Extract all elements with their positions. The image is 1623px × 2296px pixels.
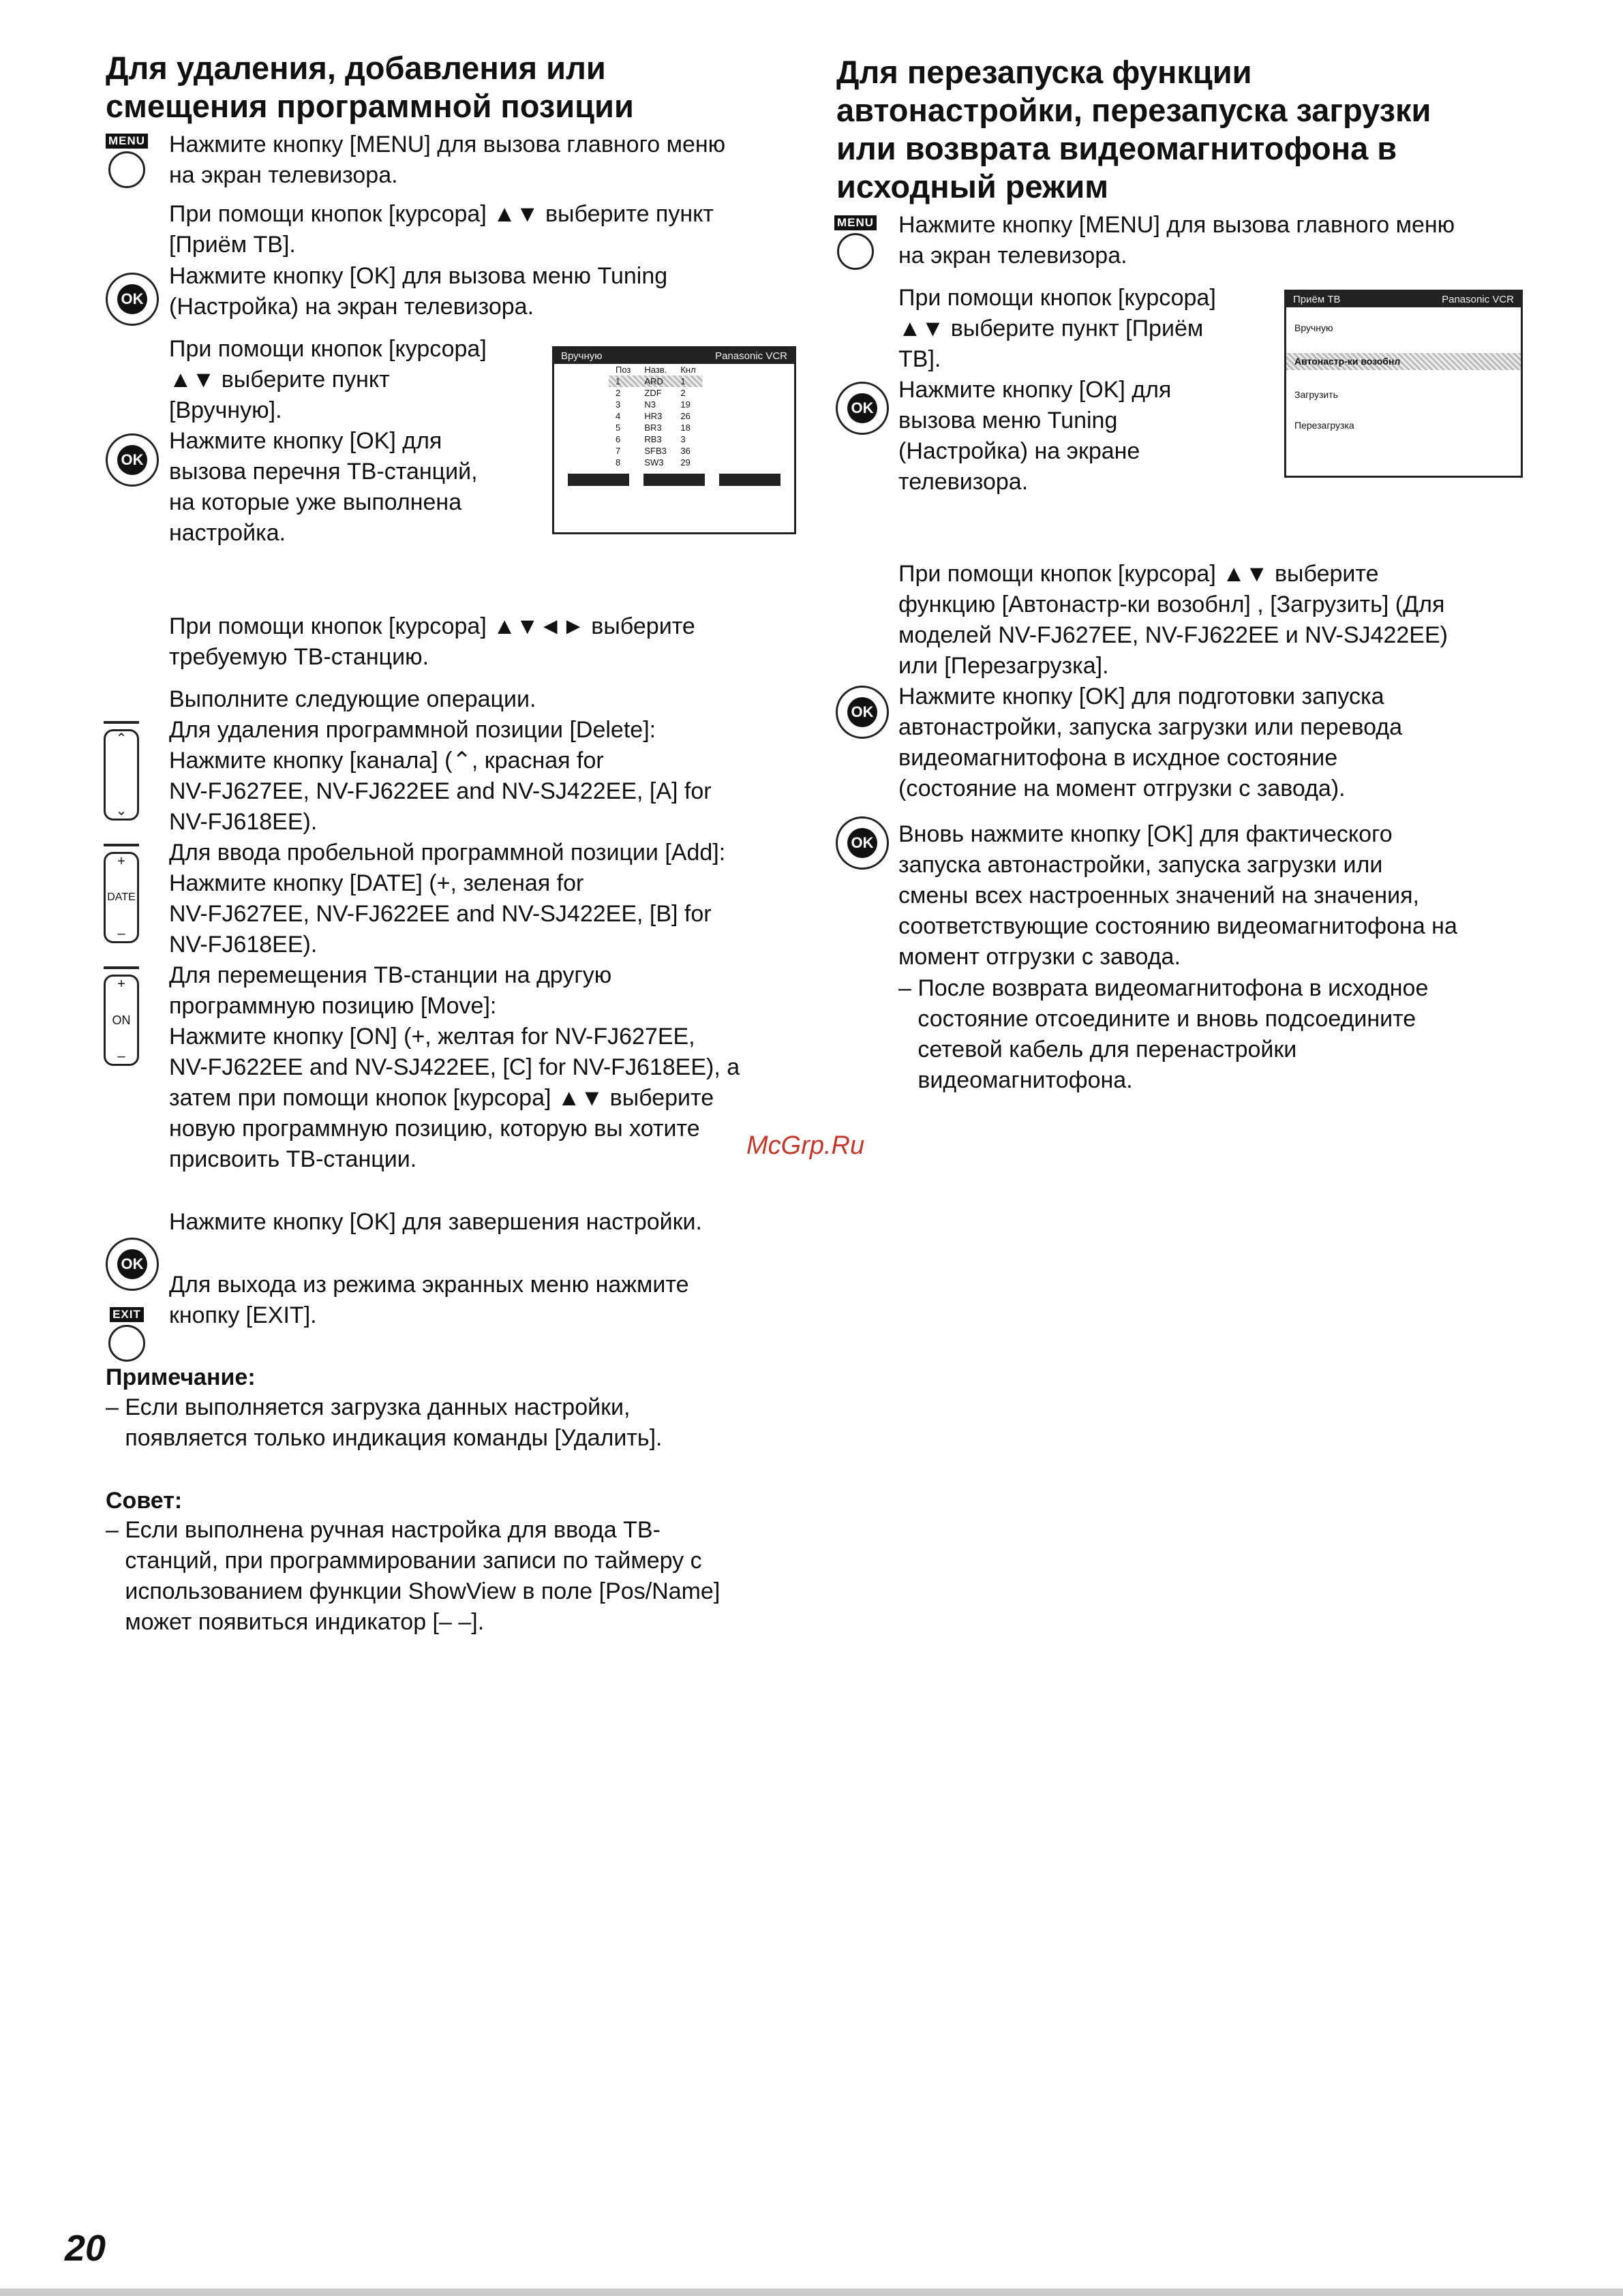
left-step-5: Нажмите кнопку [OK] для вызова перечня ТВ-станций, на которые уже выполнена настройка. [169, 428, 478, 546]
ok-button-icon: OK [836, 816, 889, 870]
left-step-add: Для ввода пробельной программной позиции [Add]: Нажмите кнопку [DATE] (+, зеленая for NV-FJ627EE, NV-FJ622EE and NV-SJ422EE, [B] for NV-FJ618EE). [169, 840, 726, 958]
left-step-6: При помощи кнопок [курсора] ▲▼◄► выберите требуемую ТВ-станцию. [169, 613, 695, 670]
right-note: – После возврата видеомагнитофона в исходное состояние отсоедините и вновь подсоедините сетевой кабель для перенастройки видеомагнитофона. [898, 975, 1429, 1093]
note-text: – Если выполняется загрузка данных настройки, появляется только индикация команды [Удалить]. [106, 1394, 663, 1451]
table-row: 3 N3 19 [616, 399, 691, 410]
table-row: 5 BR3 18 [616, 423, 691, 433]
left-heading: Для удаления, добавления или смещения программной позиции [106, 50, 634, 124]
left-step-1: Нажмите кнопку [MENU] для вызова главного меню на экран телевизора. [169, 132, 726, 188]
menu-button-icon: MENU [834, 215, 877, 270]
menu-item: Вручную [1294, 322, 1333, 333]
left-step-delete: Для удаления программной позиции [Delete]: Нажмите кнопку [канала] (⌃, красная for NV-FJ627EE, NV-FJ622EE and NV-SJ422EE, [A] for NV-FJ618EE). [169, 717, 712, 835]
right-step-1: Нажмите кнопку [MENU] для вызова главного меню на экран телевизора. [898, 212, 1455, 269]
table-row: 4 HR3 26 [616, 411, 691, 421]
bottom-edge [0, 2289, 1623, 2296]
left-step-exit: Для выхода из режима экранных меню нажмите кнопку [EXIT]. [169, 1272, 689, 1328]
right-step-2: При помощи кнопок [курсора] ▲▼ выберите пункт [Приём ТВ]. [898, 285, 1216, 372]
ok-button-icon: OK [106, 1238, 159, 1291]
left-step-4: При помощи кнопок [курсора] ▲▼ выберите пункт [Вручную]. [169, 336, 487, 423]
ok-button-icon: OK [106, 433, 159, 487]
tv-reception-screen: Приём ТВ Panasonic VCR Вручную Автонастр-ки возобнл Загрузить Перезагрузка [1284, 290, 1523, 478]
table-row: 6 RB3 3 [616, 434, 686, 444]
tuning-manual-screen: Вручную Panasonic VCR Поз Назв. Кнл 1 ARD 1 2 ZDF 2 3 N3 19 4 HR3 26 5 BR3 18 6 RB3 3 7 SFB3 36 8 SW3 29 [552, 346, 796, 534]
left-step-3: Нажмите кнопку [OK] для вызова меню Tuning (Настройка) на экран телевизора. [169, 263, 668, 320]
table-row: 7 SFB3 36 [616, 446, 691, 456]
right-step-5: Нажмите кнопку [OK] для подготовки запуска автонастройки, запуска загрузки или перевода видеомагнитофона в исхдное состояние (состояние на момент отгрузки с завода). [898, 684, 1402, 801]
menu-item: Загрузить [1294, 389, 1338, 400]
table-row: 8 SW3 29 [616, 457, 691, 468]
station-table: Поз Назв. Кнл 1 ARD 1 2 ZDF 2 3 N3 19 4 HR3 26 5 BR3 18 6 RB3 3 7 SFB3 36 8 SW3 29 [609, 364, 703, 468]
date-rocker-icon: + DATE – [104, 844, 139, 943]
tip-text: – Если выполнена ручная настройка для ввода ТВ- станций, при программировании записи по таймеру с использованием функции ShowView в поле [Pos/Name] может появиться индикатор [– –]. [106, 1517, 721, 1635]
left-step-finish: Нажмите кнопку [OK] для завершения настройки. [169, 1209, 702, 1235]
left-step-move: Для перемещения ТВ-станции на другую программную позицию [Move]: Нажмите кнопку [ON] (+, желтая for NV-FJ627EE, NV-FJ622EE and NV-SJ422EE, [C] for NV-FJ618EE), а затем при помощи кнопок [курсора] ▲▼ выберите новую программную позицию, которую вы хотите присвоить ТВ-станции. [169, 962, 740, 1172]
tip-title: Совет: [106, 1488, 183, 1514]
table-row: 2 ZDF 2 [616, 388, 686, 398]
right-step-6: Вновь нажмите кнопку [OK] для фактического запуска автонастройки, запуска загрузки или смены всех настроенных значений на значения, соответствующие состоянию видеомагнитофона на момент отгрузки с завода. [898, 821, 1457, 970]
watermark: McGrp.Ru [746, 1131, 865, 1160]
ok-button-icon: OK [836, 686, 889, 739]
page-number: 20 [65, 2228, 106, 2269]
left-step-2: При помощи кнопок [курсора] ▲▼ выберите пункт [Приём ТВ]. [169, 201, 714, 258]
right-step-4: При помощи кнопок [курсора] ▲▼ выберите функцию [Автонастр-ки возобнл] , [Загрузить] (Для моделей NV-FJ627EE, NV-FJ622EE и NV-SJ422EE) или [Перезагрузка]. [898, 561, 1448, 679]
menu-button-icon: MENU [106, 134, 148, 188]
right-step-3: Нажмите кнопку [OK] для вызова меню Tuning (Настройка) на экране телевизора. [898, 377, 1172, 495]
left-step-7: Выполните следующие операции. [169, 686, 536, 712]
menu-item: Перезагрузка [1294, 420, 1354, 431]
note-title: Примечание: [106, 1364, 256, 1390]
right-heading: Для перезапуска функции автонастройки, перезапуска загрузки или возврата видеомагнитофона в исходный режим [836, 54, 1431, 204]
ok-button-icon: OK [106, 273, 159, 326]
on-rocker-icon: + ON – [104, 966, 139, 1066]
table-row: 1 ARD 1 [609, 376, 703, 387]
channel-rocker-icon: ⌃ ⌄ [104, 721, 139, 821]
menu-item-selected: Автонастр-ки возобнл [1286, 353, 1521, 370]
ok-button-icon: OK [836, 382, 889, 435]
exit-button-icon: EXIT [106, 1307, 148, 1362]
